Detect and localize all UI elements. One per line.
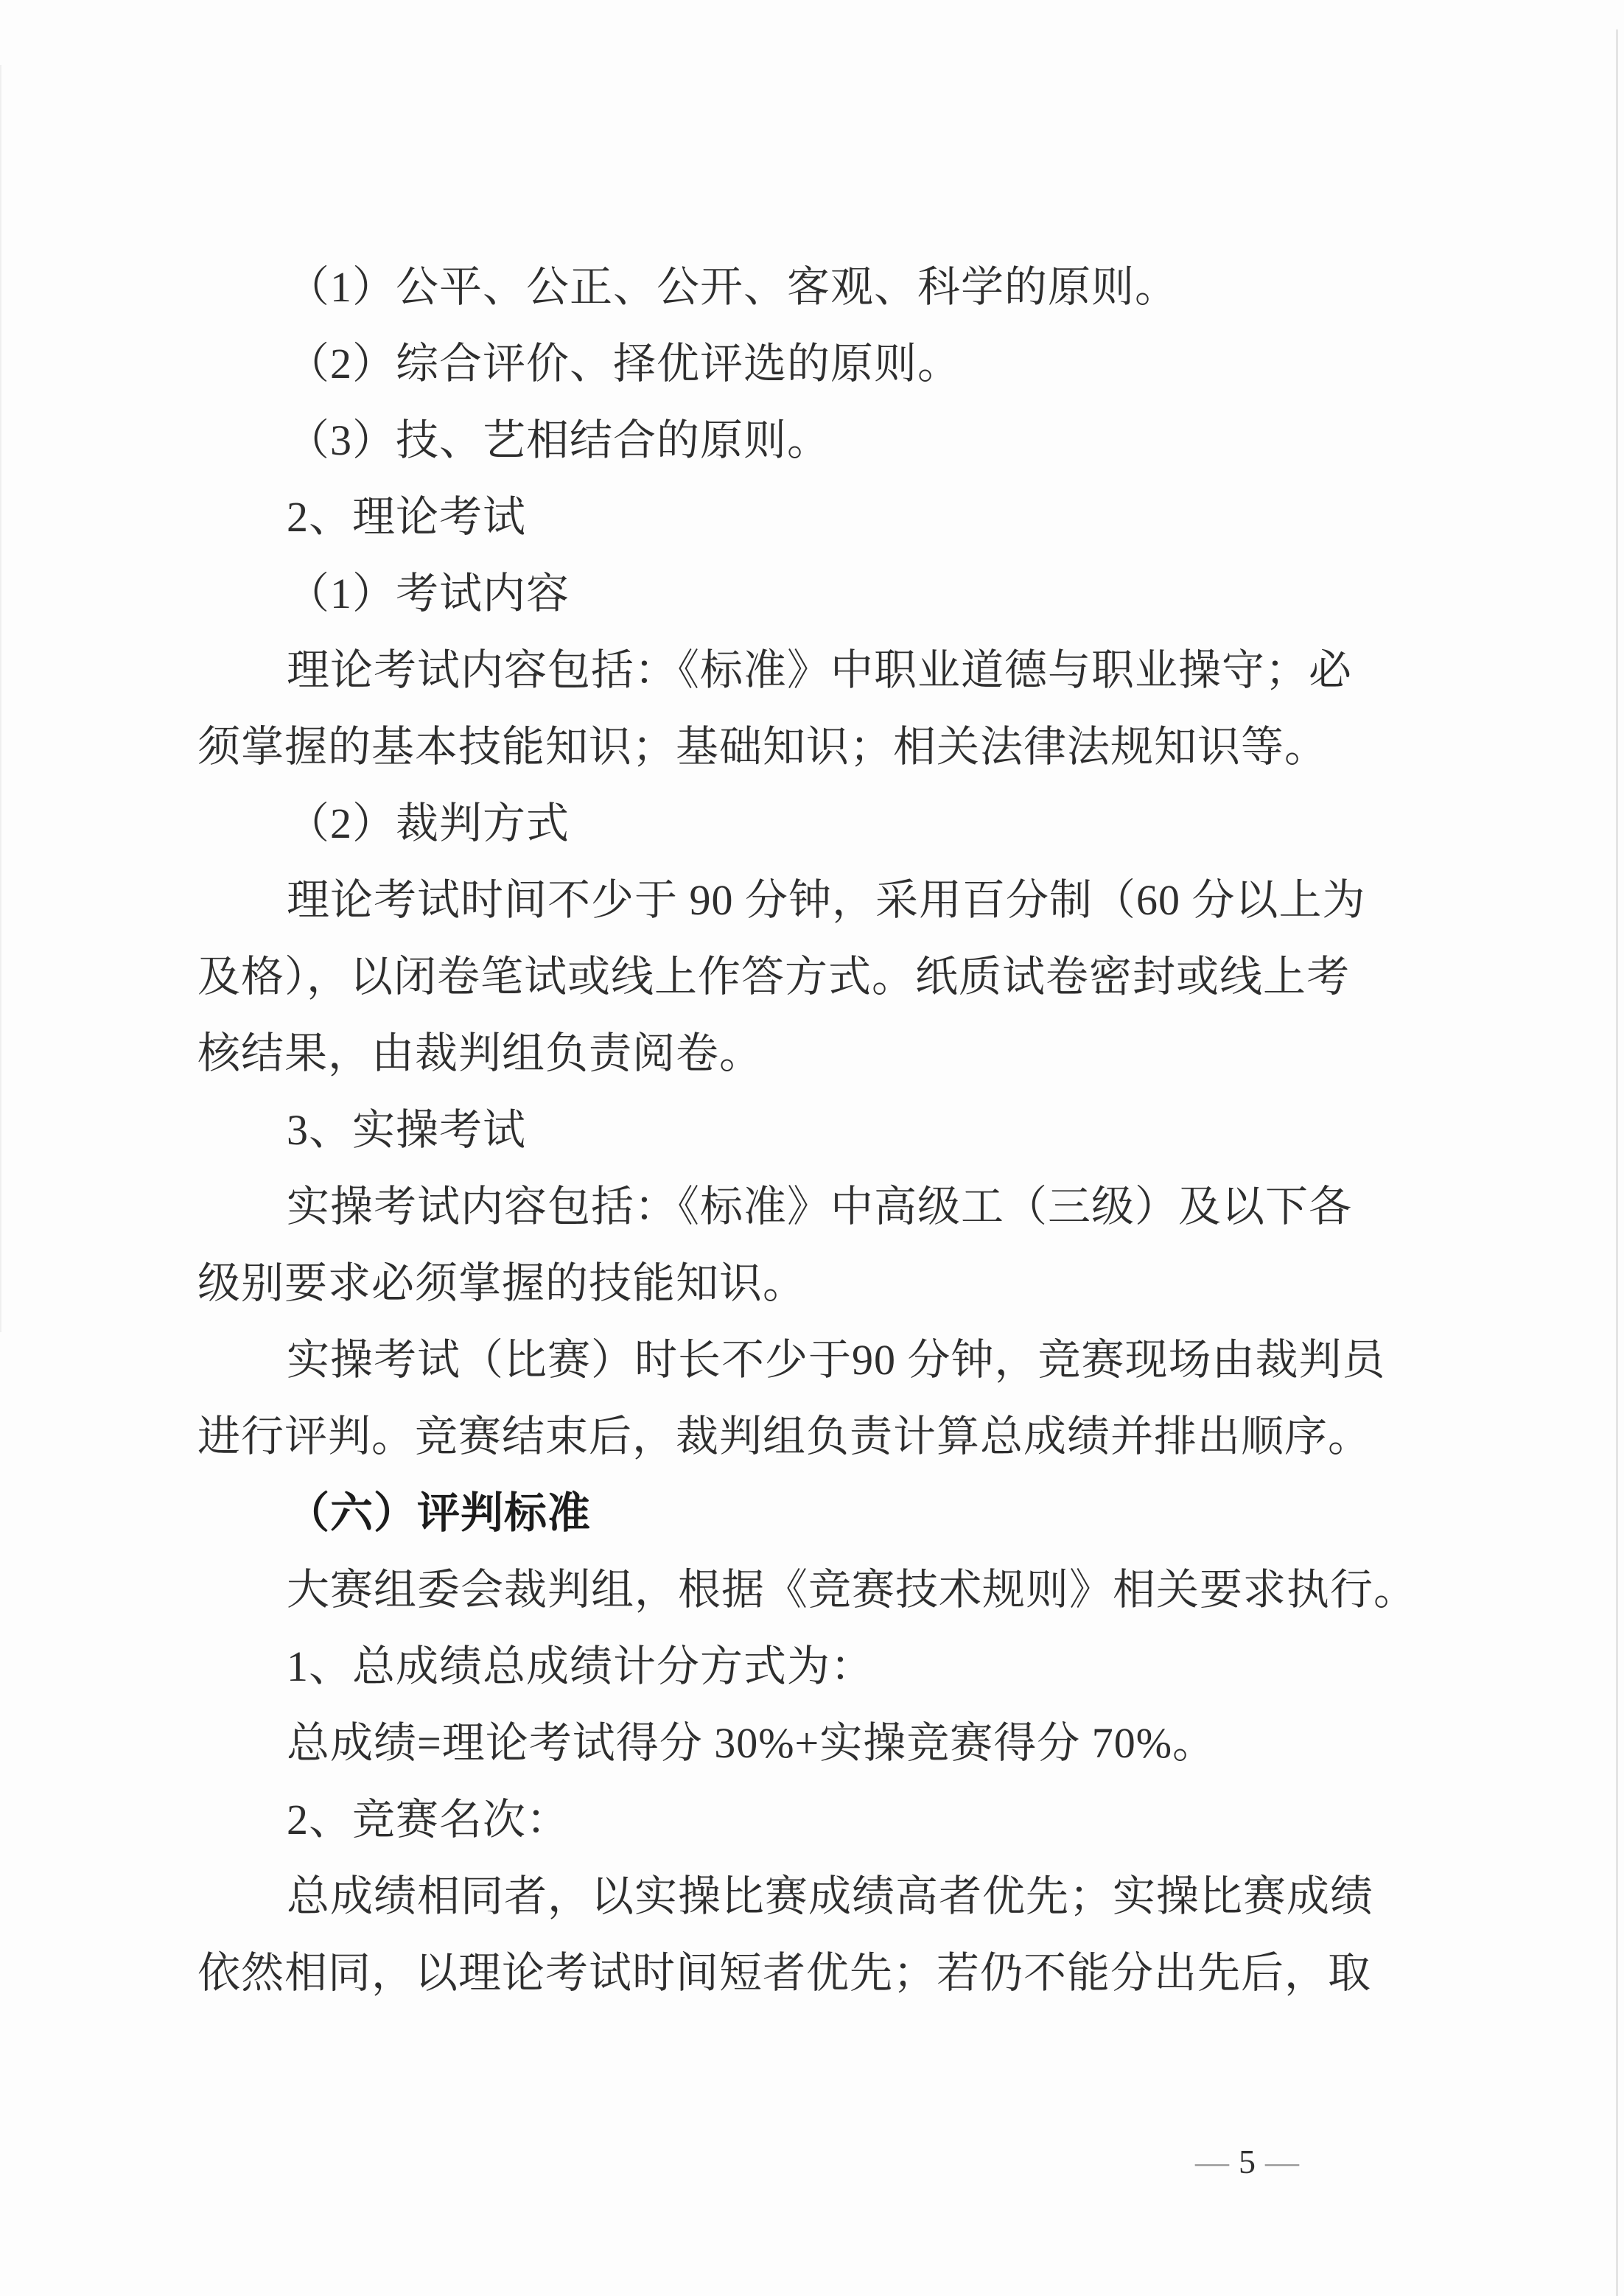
text-line: 3、实操考试 bbox=[287, 1106, 527, 1154]
scan-edge-artifact-right bbox=[1616, 29, 1618, 2296]
text-line: 依然相同，以理论考试时间短者优先；若仍不能分出先后，取 bbox=[197, 1949, 1372, 1997]
section-heading: （六）评判标准 bbox=[287, 1489, 592, 1537]
text-line: 总成绩=理论考试得分 30%+实操竞赛得分 70%。 bbox=[287, 1719, 1217, 1767]
text-line: 实操考试内容包括：《标准》中高级工（三级）及以下各 bbox=[287, 1183, 1353, 1231]
text-line: （2）裁判方式 bbox=[287, 799, 570, 847]
page-number-dash-right: — bbox=[1265, 2143, 1299, 2180]
page-number-value: 5 bbox=[1239, 2143, 1256, 2180]
text-line: 总成绩相同者，以实操比赛成绩高者优先；实操比赛成绩 bbox=[287, 1872, 1374, 1920]
text-line: 及格），以闭卷笔试或线上作答方式。纸质试卷密封或线上考 bbox=[197, 953, 1351, 1001]
text-line: 理论考试内容包括：《标准》中职业道德与职业操守；必 bbox=[287, 646, 1353, 694]
text-line: 1、总成绩总成绩计分方式为： bbox=[287, 1642, 875, 1690]
text-line: 理论考试时间不少于 90 分钟，采用百分制（60 分以上为 bbox=[287, 876, 1366, 924]
text-line: 核结果，由裁判组负责阅卷。 bbox=[197, 1029, 763, 1077]
document-body bbox=[197, 249, 1418, 2012]
text-line: （2）综合评价、择优评选的原则。 bbox=[287, 340, 962, 388]
scan-edge-artifact-left bbox=[0, 65, 1, 1332]
text-line: （1）考试内容 bbox=[287, 570, 570, 617]
text-line: （3）技、艺相结合的原则。 bbox=[287, 416, 831, 464]
text-line: 须掌握的基本技能知识；基础知识；相关法律法规知识等。 bbox=[197, 723, 1329, 771]
text-line: 级别要求必须掌握的技能知识。 bbox=[197, 1259, 807, 1307]
page-number-dash-left: — bbox=[1195, 2143, 1229, 2180]
page-number bbox=[1195, 2141, 1299, 2183]
text-line: 进行评判。竞赛结束后，裁判组负责计算总成绩并排出顺序。 bbox=[197, 1413, 1372, 1460]
text-line: （1）公平、公正、公开、客观、科学的原则。 bbox=[287, 263, 1179, 311]
text-line: 大赛组委会裁判组，根据《竞赛技术规则》相关要求执行。 bbox=[287, 1566, 1418, 1614]
text-line: 实操考试（比赛）时长不少于90 分钟，竞赛现场由裁判员 bbox=[287, 1336, 1386, 1384]
text-line: 2、理论考试 bbox=[287, 493, 527, 541]
text-line: 2、竞赛名次： bbox=[287, 1796, 570, 1844]
